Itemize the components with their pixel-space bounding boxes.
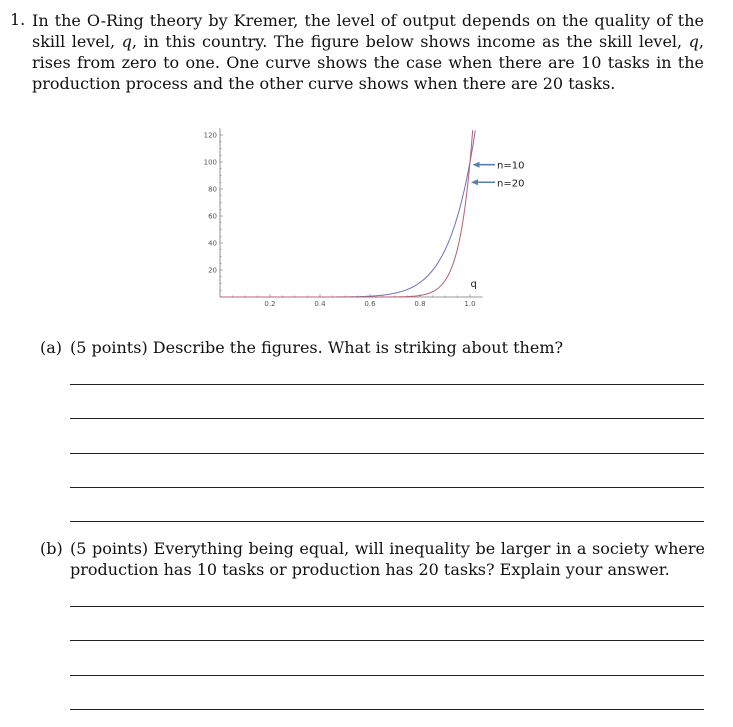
question-text-part3: , rises from zero to one. One curve shows the case when there are 10 tasks in the production process and the other curve shows when there are 20 tasks. — [32, 32, 705, 93]
answer-line-a4[interactable] — [70, 487, 704, 488]
part-b — [40, 538, 705, 580]
question-text — [32, 10, 704, 94]
legend-label-n=20: n=20 — [497, 178, 525, 190]
part-a-label: (a) — [40, 338, 63, 357]
y-tick-label: 20 — [208, 266, 217, 275]
y-tick-label: 120 — [203, 131, 217, 140]
y-tick-label: 40 — [208, 239, 217, 248]
answer-line-b4[interactable] — [70, 709, 704, 710]
answer-line-b1[interactable] — [70, 606, 704, 607]
question-text-part2: , in this country. The figure below shows income as the skill level, — [131, 32, 689, 51]
q-variable: q — [688, 32, 699, 51]
x-axis-label: q — [470, 279, 477, 290]
question-number: 1. — [10, 10, 26, 29]
annotation-arrowhead-n=20 — [471, 179, 478, 185]
legend-label-n=10: n=10 — [497, 160, 525, 172]
curve-n=10 — [220, 131, 475, 297]
x-tick-label: 0.8 — [414, 300, 426, 308]
part-a — [40, 337, 563, 358]
answer-line-a2[interactable] — [70, 418, 704, 419]
y-tick-label: 100 — [203, 158, 217, 167]
part-a-text: (5 points) Describe the figures. What is striking about them? — [70, 338, 564, 357]
y-tick-label: 60 — [208, 212, 217, 221]
answer-line-a3[interactable] — [70, 453, 704, 454]
annotation-arrowhead-n=10 — [472, 162, 479, 168]
question-text-part1: In the O-Ring theory by Kremer, the level of output depends on the quality of the skill level, — [32, 11, 704, 51]
x-tick-label: 0.2 — [264, 300, 276, 308]
curve-n=20 — [220, 130, 473, 297]
part-b-text: (5 points) Everything being equal, will inequality be larger in a society where production has 10 tasks or production has 20 tasks? Explain your answer. — [70, 539, 705, 579]
x-tick-label: 0.4 — [314, 300, 326, 308]
y-tick-label: 80 — [208, 185, 217, 194]
x-tick-label: 1.0 — [464, 300, 476, 308]
part-b-label: (b) — [40, 539, 63, 558]
answer-line-b3[interactable] — [70, 675, 704, 676]
answer-line-a1[interactable] — [70, 384, 704, 385]
answer-line-b2[interactable] — [70, 640, 704, 641]
x-tick-label: 0.6 — [364, 300, 376, 308]
q-variable: q — [121, 32, 132, 51]
answer-line-a5[interactable] — [70, 521, 704, 522]
o-ring-chart — [190, 115, 530, 315]
